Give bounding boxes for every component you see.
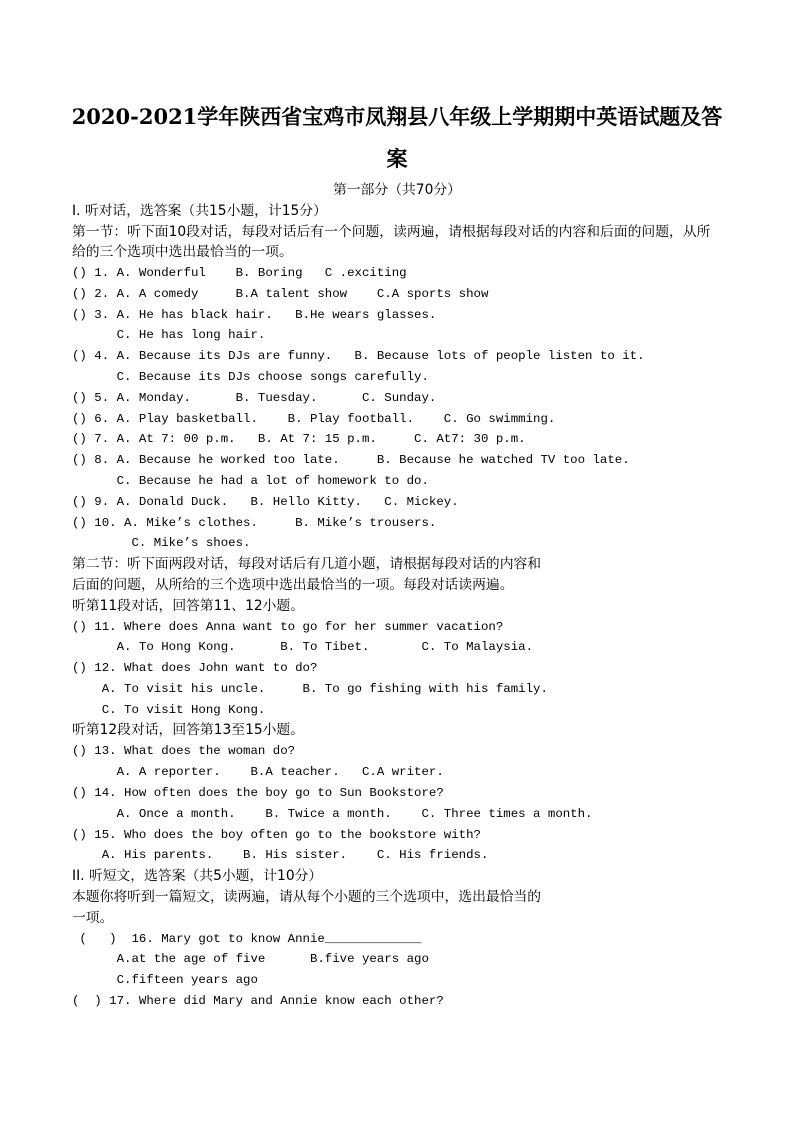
- section1-instruction-line1: 第一节：听下面10段对话，每段对话后有一个问题，读两遍，请根据每段对话的内容和后面的问题，从所: [72, 224, 711, 240]
- document-title-line1: 2020-2021学年陕西省宝鸡市凤翔县八年级上学期期中英语试题及答: [71, 104, 723, 129]
- question-line: C. Because he had a lot of homework to do.: [72, 474, 429, 488]
- question-line: () 13. What does the woman do?: [72, 744, 296, 758]
- question-line: A. His parents. B. His sister. C. His friends.: [72, 848, 489, 862]
- document-title-line2: 案: [386, 146, 408, 171]
- section3-instruction-line2: 一项。: [72, 910, 114, 926]
- question-line: C. He has long hair.: [72, 328, 266, 342]
- question-line: () 6. A. Play basketball. B. Play football. C. Go swimming.: [72, 412, 556, 426]
- section2-instruction-line2: 后面的问题，从所给的三个选项中选出最恰当的一项。每段对话读两遍。: [72, 577, 514, 593]
- section1-heading: I. 听对话，选答案（共15小题，计15分）: [72, 203, 327, 219]
- question-line: A.at the age of five B.five years ago: [72, 952, 429, 966]
- dialog12-heading: 听第12段对话，回答第13至15小题。: [72, 722, 305, 738]
- question-line: ( ) 17. Where did Mary and Annie know each other?: [72, 994, 444, 1008]
- section3-heading: II. 听短文，选答案（共5小题，计10分）: [72, 868, 323, 884]
- section1-instruction-line2: 给的三个选项中选出最恰当的一项。: [72, 244, 293, 260]
- question-line: C.fifteen years ago: [72, 973, 258, 987]
- section2-instruction-line1: 第二节：听下面两段对话，每段对话后有几道小题，请根据每段对话的内容和: [72, 556, 542, 572]
- question-line: () 1. A. Wonderful B. Boring C .exciting: [72, 266, 407, 280]
- question-line: () 2. A. A comedy B.A talent show C.A sports show: [72, 287, 489, 301]
- question-line: () 7. A. At 7: 00 p.m. B. At 7: 15 p.m. C. At7: 30 p.m.: [72, 432, 526, 446]
- question-line: C. Because its DJs choose songs carefully.: [72, 370, 429, 384]
- question-line: C. Mike’s shoes.: [72, 536, 251, 550]
- question-line: A. Once a month. B. Twice a month. C. Three times a month.: [72, 807, 593, 821]
- section3-instruction-line1: 本题你将听到一篇短文，读两遍，请从每个小题的三个选项中，选出最恰当的: [72, 889, 542, 905]
- question-line: ( ) 16. Mary got to know Annie_____________: [72, 932, 422, 946]
- question-line: () 14. How often does the boy go to Sun Bookstore?: [72, 786, 444, 800]
- question-line: () 12. What does John want to do?: [72, 661, 318, 675]
- dialog11-heading: 听第11段对话，回答第11、12小题。: [72, 598, 305, 614]
- question-line: () 5. A. Monday. B. Tuesday. C. Sunday.: [72, 391, 437, 405]
- question-line: () 10. A. Mike’s clothes. B. Mike’s trousers.: [72, 516, 437, 530]
- part-heading: 第一部分（共70分）: [333, 182, 461, 198]
- question-line: () 3. A. He has black hair. B.He wears glasses.: [72, 308, 437, 322]
- question-line: () 15. Who does the boy often go to the bookstore with?: [72, 828, 481, 842]
- question-line: () 8. A. Because he worked too late. B. Because he watched TV too late.: [72, 453, 630, 467]
- question-line: () 4. A. Because its DJs are funny. B. Because lots of people listen to it.: [72, 349, 645, 363]
- question-line: () 9. A. Donald Duck. B. Hello Kitty. C. Mickey.: [72, 495, 459, 509]
- question-line: A. A reporter. B.A teacher. C.A writer.: [72, 765, 444, 779]
- question-line: A. To Hong Kong. B. To Tibet. C. To Malaysia.: [72, 640, 534, 654]
- question-line: A. To visit his uncle. B. To go fishing with his family.: [72, 682, 548, 696]
- question-line: () 11. Where does Anna want to go for her summer vacation?: [72, 620, 504, 634]
- question-line: C. To visit Hong Kong.: [72, 703, 266, 717]
